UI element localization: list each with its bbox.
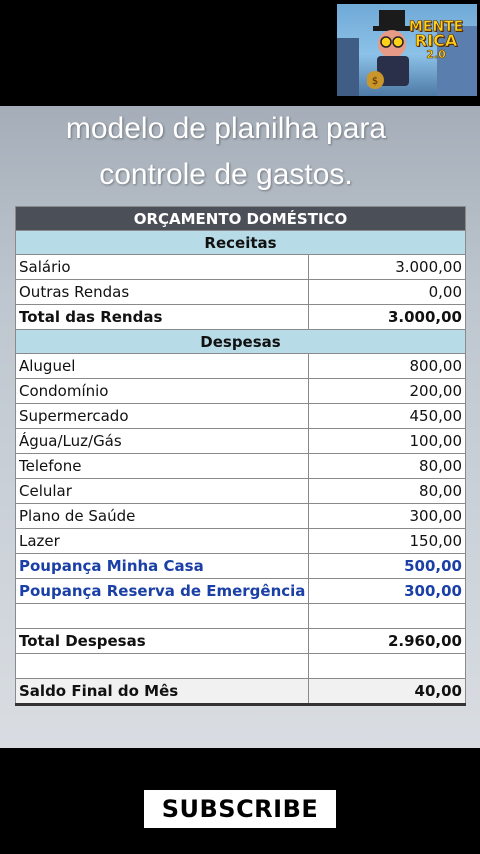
logo-line3: 2.0 — [426, 48, 446, 61]
income-total-value: 3.000,00 — [309, 305, 466, 330]
income-total-row — [16, 305, 466, 330]
table-row — [16, 504, 466, 529]
row-label: Celular — [16, 479, 309, 504]
empty-cell — [16, 654, 309, 679]
savings-row — [16, 554, 466, 579]
row-label: Aluguel — [16, 354, 309, 379]
row-label: Condomínio — [16, 379, 309, 404]
row-value: 150,00 — [309, 529, 466, 554]
expenses-total-row — [16, 629, 466, 654]
caption-line2: controle de gastos. — [99, 158, 353, 191]
row-value: 100,00 — [309, 429, 466, 454]
row-label: Supermercado — [16, 404, 309, 429]
balance-row — [16, 679, 466, 705]
empty-cell — [16, 604, 309, 629]
table-row — [16, 404, 466, 429]
row-value: 80,00 — [309, 454, 466, 479]
row-value: 200,00 — [309, 379, 466, 404]
row-label: Poupança Minha Casa — [16, 554, 309, 579]
empty-cell — [309, 654, 466, 679]
mente-rica-logo — [337, 4, 477, 96]
row-value: 3.000,00 — [309, 255, 466, 280]
logo-text — [401, 20, 471, 62]
row-label: Poupança Reserva de Emergência — [16, 579, 309, 604]
row-label: Lazer — [16, 529, 309, 554]
row-value: 800,00 — [309, 354, 466, 379]
savings-row — [16, 579, 466, 604]
row-label: Água/Luz/Gás — [16, 429, 309, 454]
row-value: 500,00 — [309, 554, 466, 579]
income-total-label: Total das Rendas — [16, 305, 309, 330]
row-value: 300,00 — [309, 579, 466, 604]
section-income-label: Receitas — [16, 231, 466, 255]
video-content — [0, 106, 480, 748]
table-row — [16, 479, 466, 504]
sheet-header: ORÇAMENTO DOMÉSTICO — [16, 207, 466, 231]
table-row — [16, 429, 466, 454]
table-row — [16, 255, 466, 280]
balance-value: 40,00 — [309, 679, 466, 705]
row-label: Telefone — [16, 454, 309, 479]
row-value: 300,00 — [309, 504, 466, 529]
section-expenses-label: Despesas — [16, 330, 466, 354]
section-row-income — [16, 231, 466, 255]
svg-text:$: $ — [371, 76, 379, 87]
empty-cell — [309, 604, 466, 629]
row-label: Plano de Saúde — [16, 504, 309, 529]
row-value: 450,00 — [309, 404, 466, 429]
caption-line1: modelo de planilha para — [65, 112, 387, 145]
table-row — [16, 454, 466, 479]
row-label: Outras Rendas — [16, 280, 309, 305]
table-row — [16, 379, 466, 404]
logo-line2: RICA — [414, 31, 458, 50]
expenses-total-value: 2.960,00 — [309, 629, 466, 654]
budget-spreadsheet — [15, 206, 466, 706]
section-row-expenses — [16, 330, 466, 354]
row-label: Salário — [16, 255, 309, 280]
subscribe-button[interactable]: SUBSCRIBE — [144, 790, 336, 828]
table-row — [16, 354, 466, 379]
empty-row — [16, 654, 466, 679]
empty-row — [16, 604, 466, 629]
row-value: 0,00 — [309, 280, 466, 305]
table-row — [16, 529, 466, 554]
sheet-header-row — [16, 207, 466, 231]
building-shape — [337, 38, 359, 96]
balance-label: Saldo Final do Mês — [16, 679, 309, 705]
logo-line1: MENTE — [408, 19, 464, 35]
table-row — [16, 280, 466, 305]
row-value: 80,00 — [309, 479, 466, 504]
expenses-total-label: Total Despesas — [16, 629, 309, 654]
